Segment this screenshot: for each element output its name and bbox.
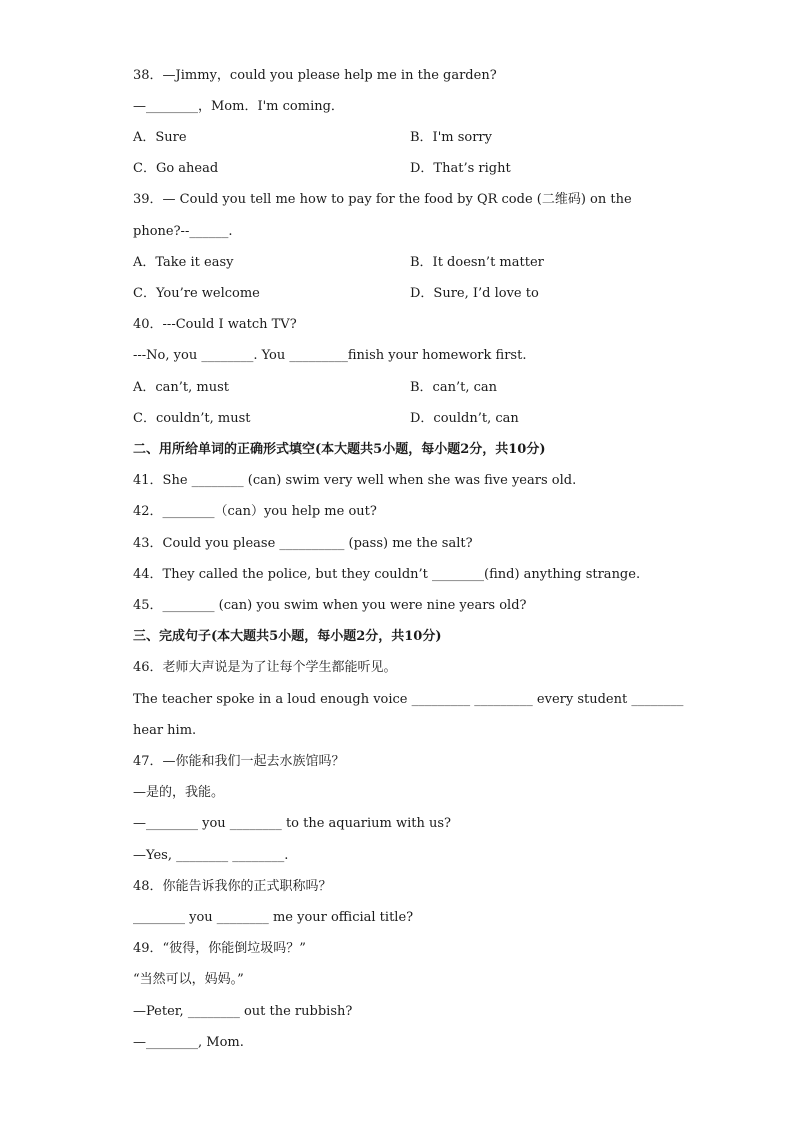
q44: 44．They called the police, but they couldn’t ________(find) anything strange. [133, 567, 641, 582]
q47-english-question: —________ you ________ to the aquarium with us? [133, 816, 451, 831]
q40-prompt: 40．---Could I watch TV? [133, 317, 297, 332]
q48-english: ________ you ________ me your official title? [133, 910, 414, 925]
q48-chinese: 48．你能告诉我你的正式职称吗？ [133, 879, 332, 894]
q38-prompt: 38．—Jimmy，could you please help me in the garden? [133, 68, 497, 83]
q40-option-b: B．can’t, can [410, 380, 497, 395]
q39-option-c: C．You’re welcome [133, 286, 260, 301]
q41: 41．She ________ (can) swim very well when she was five years old. [133, 473, 577, 488]
q39-prompt-cont: phone?--______. [133, 224, 233, 239]
q39-option-d: D．Sure, I’d love to [410, 286, 539, 301]
q40-option-a: A．can’t, must [133, 380, 230, 395]
q40-reply: ---No, you ________. You _________finish your homework first. [133, 348, 527, 363]
q39-prompt: 39．— Could you tell me how to pay for the food by QR code (二维码) on the [133, 192, 632, 207]
section2-heading: 二、用所给单词的正确形式填空(本大题共5小题，每小题2分，共10分) [133, 442, 546, 457]
q46-chinese: 46．老师大声说是为了让每个学生都能听见。 [133, 660, 397, 675]
q45: 45．________ (can) you swim when you were nine years old? [133, 598, 527, 613]
q38-reply: —________，Mom．I'm coming． [133, 99, 344, 114]
q38-option-a: A．Sure [133, 130, 187, 145]
q49-chinese-answer: “当然可以，妈妈。” [133, 972, 244, 987]
q39-option-b: B．It doesn’t matter [410, 255, 544, 270]
q46-english-line2: hear him. [133, 723, 197, 738]
q38-option-d: D．That’s right [410, 161, 511, 176]
q47-chinese-question: 47．—你能和我们一起去水族馆吗？ [133, 754, 345, 769]
q46-english-line1: The teacher spoke in a loud enough voice _________ _________ every student ________ [133, 692, 684, 707]
q47-english-answer: —Yes, ________ ________. [133, 848, 289, 863]
section3-heading: 三、完成句子(本大题共5小题，每小题2分，共10分) [133, 629, 442, 644]
q38-option-b: B．I'm sorry [410, 130, 492, 145]
q40-option-d: D．couldn’t, can [410, 411, 519, 426]
q49-english-answer: —________, Mom. [133, 1035, 244, 1050]
q43: 43．Could you please __________ (pass) me the salt? [133, 536, 473, 551]
q47-chinese-answer: —是的，我能。 [133, 785, 225, 800]
q42: 42．________（can）you help me out? [133, 504, 377, 519]
q40-option-c: C．couldn’t, must [133, 411, 251, 426]
q49-chinese-question: 49．“彼得，你能倒垃圾吗？” [133, 941, 306, 956]
q38-option-c: C．Go ahead [133, 161, 219, 176]
q39-option-a: A．Take it easy [133, 255, 234, 270]
q49-english-question: —Peter, ________ out the rubbish? [133, 1004, 353, 1019]
